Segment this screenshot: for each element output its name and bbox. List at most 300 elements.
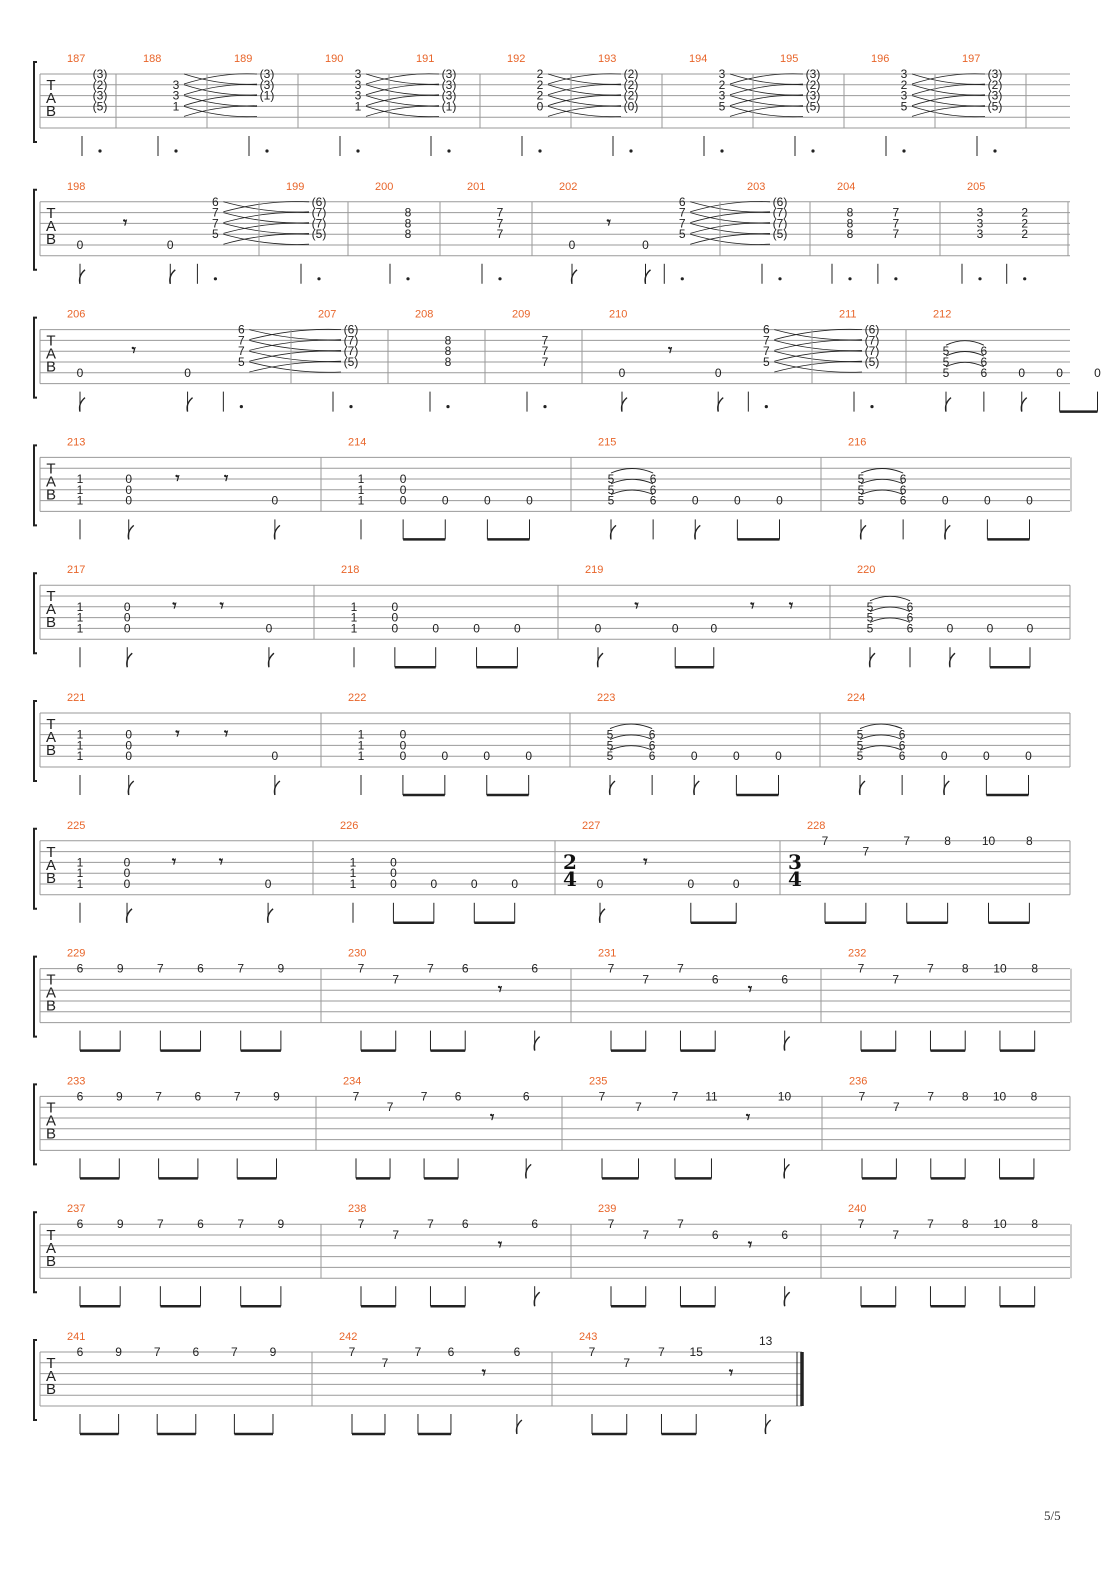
fret-number: 0 (1025, 749, 1032, 764)
fret-number: 0 (473, 621, 480, 636)
tab-clef-letter: T (46, 332, 56, 350)
eighth-rest: 𝄾 (175, 468, 180, 488)
tab-clef-letter: T (46, 77, 56, 94)
measure-number: 215 (598, 436, 617, 449)
tab-clef-letter: B (45, 486, 57, 504)
fret-number: 0 (484, 493, 491, 508)
dotted-note-dot (538, 149, 541, 152)
measure-number: 230 (348, 947, 367, 960)
fret-number: 0 (1026, 621, 1034, 636)
fret-number: 5 (857, 472, 865, 486)
measure-number: 202 (559, 180, 578, 193)
fret-number: 1 (357, 738, 365, 753)
fret-number: (2) (623, 77, 639, 92)
fret-number: 6 (513, 1345, 521, 1359)
fret-number: 8 (1030, 1089, 1038, 1104)
eighth-rest: 𝄾 (123, 212, 128, 232)
fret-number: (2) (623, 67, 639, 81)
fret-number: 0 (732, 877, 740, 891)
fret-number: 2 (536, 67, 544, 81)
fret-number: (6) (343, 322, 359, 337)
measure-number: 243 (579, 1331, 598, 1343)
fret-number: 6 (649, 482, 657, 497)
fret-number: 6 (461, 1217, 469, 1232)
fret-number: 0 (776, 493, 783, 508)
fret-number: 6 (76, 1345, 84, 1359)
fret-number: 3 (976, 216, 984, 231)
dotted-note-dot (406, 277, 409, 280)
fret-number: (2) (987, 77, 1003, 92)
tab-clef-letter: A (45, 984, 57, 1002)
dotted-note-dot (993, 149, 996, 152)
dotted-note-dot (98, 149, 101, 152)
slur-arc (870, 596, 910, 601)
measure-number: 219 (585, 564, 604, 577)
dotted-note-dot (356, 149, 359, 152)
measure-number: 228 (807, 819, 826, 832)
dotted-note-dot (1023, 277, 1026, 280)
eighth-rest: 𝄾 (747, 1235, 753, 1255)
measure-number: 222 (348, 692, 367, 704)
tab-clef-letter: A (45, 345, 57, 363)
fret-number: 0 (399, 493, 407, 508)
tab-clef-letter: B (45, 230, 57, 248)
fret-number: 1 (76, 749, 84, 764)
fret-number: 6 (648, 738, 656, 753)
eighth-rest: 𝄾 (667, 340, 673, 360)
tab-clef-letter: B (45, 614, 57, 632)
fret-number: 7 (893, 1100, 900, 1115)
fret-number: 7 (348, 1345, 356, 1359)
fret-number: 9 (277, 1217, 285, 1232)
fret-number: 1 (76, 866, 84, 881)
fret-number: (7) (311, 205, 327, 220)
fret-number: 7 (857, 961, 865, 976)
measure-number: 220 (857, 564, 876, 577)
tab-clef-letter: A (45, 90, 57, 107)
measure-number: 196 (871, 53, 890, 65)
fret-number: 7 (858, 1089, 866, 1104)
fret-number: 5 (678, 227, 686, 242)
fret-number: 7 (677, 1217, 684, 1232)
fret-number: 7 (927, 961, 934, 976)
fret-number: 1 (357, 472, 365, 486)
tab-clef-letter: A (45, 1112, 57, 1130)
fret-number: 0 (710, 621, 718, 636)
fret-number: 8 (444, 333, 452, 348)
fret-number: 7 (678, 205, 686, 220)
fret-number: 6 (898, 727, 906, 742)
fret-number: 0 (125, 727, 133, 742)
fret-number: 6 (192, 1345, 200, 1359)
fret-number: 0 (399, 482, 407, 497)
measure-number: 201 (467, 180, 486, 193)
fret-number: 6 (649, 493, 657, 508)
measure-number: 198 (67, 180, 86, 193)
system-bracket (34, 318, 37, 398)
fret-number: (7) (864, 333, 880, 348)
fret-number: 7 (496, 205, 504, 220)
tab-clef-letter: B (45, 103, 57, 120)
fret-number: 8 (961, 1089, 969, 1104)
eighth-rest: 𝄾 (224, 724, 229, 743)
fret-number: 7 (414, 1345, 422, 1359)
fret-number: 0 (986, 621, 994, 636)
fret-number: 7 (658, 1345, 665, 1359)
fret-number: 8 (404, 227, 412, 242)
fret-number: 5 (856, 749, 864, 764)
slur-arc (946, 362, 984, 367)
system-bracket (34, 573, 37, 653)
fret-number: 8 (1031, 961, 1039, 976)
fret-number: 0 (399, 749, 407, 764)
measure-number: 205 (967, 180, 986, 193)
fret-number: 1 (357, 482, 365, 497)
fret-number: (7) (864, 344, 880, 359)
fret-number: (1) (259, 88, 275, 103)
fret-number: 1 (349, 866, 357, 881)
tab-clef-letter: B (45, 1381, 57, 1398)
slur-arc (870, 607, 910, 612)
measure-number: 217 (67, 564, 86, 577)
fret-number: 0 (399, 727, 407, 742)
fret-number: 8 (1026, 833, 1033, 848)
fret-number: 0 (264, 877, 272, 891)
fret-number: 7 (237, 961, 245, 976)
fret-number: 6 (76, 961, 84, 976)
fret-number: 0 (514, 621, 521, 636)
fret-number: 7 (892, 205, 900, 220)
measure-number: 235 (589, 1075, 608, 1088)
fret-number: (5) (311, 227, 327, 242)
fret-number: 5 (856, 727, 864, 742)
fret-number: 5 (857, 482, 865, 497)
fret-number: 8 (404, 216, 412, 231)
fret-number: 7 (607, 1217, 615, 1232)
eighth-rest: 𝄾 (745, 1107, 751, 1127)
measure-number: 212 (933, 308, 952, 321)
tab-clef-letter: T (46, 1227, 56, 1245)
fret-number: 7 (588, 1345, 596, 1359)
slur-arc (946, 352, 984, 357)
fret-number: 10 (993, 961, 1007, 976)
fret-number: 7 (496, 216, 504, 231)
fret-number: 7 (392, 1228, 400, 1242)
fret-number: 9 (115, 1089, 123, 1104)
fret-number: 0 (775, 749, 782, 764)
fret-number: (2) (92, 77, 108, 92)
dotted-note-dot (240, 405, 243, 408)
fret-number: 5 (942, 355, 950, 369)
fret-number: 1 (76, 610, 84, 625)
fret-number: 0 (271, 493, 279, 508)
slur-arc (611, 469, 653, 474)
fret-number: 5 (866, 599, 874, 614)
fret-number: 7 (892, 216, 900, 231)
fret-number: 6 (461, 961, 469, 976)
dotted-note-dot (629, 149, 632, 152)
fret-number: 7 (762, 344, 770, 359)
fret-number: (5) (864, 355, 880, 369)
fret-number: (7) (343, 333, 359, 348)
fret-number: 1 (354, 99, 362, 114)
fret-number: 7 (892, 1228, 900, 1242)
fret-number: 0 (271, 749, 279, 764)
measure-number: 210 (609, 308, 628, 321)
fret-number: 7 (157, 961, 164, 976)
fret-number: 0 (391, 610, 399, 625)
measure-number: 199 (286, 180, 305, 193)
slur-arc (860, 724, 902, 729)
tab-clef-letter: B (45, 742, 57, 759)
tab-clef-letter: A (45, 217, 57, 235)
fret-number: 7 (231, 1345, 238, 1359)
fret-number: 9 (116, 961, 124, 976)
eighth-rest: 𝄾 (490, 1107, 495, 1127)
fret-number: 1 (350, 621, 358, 636)
fret-number: 2 (1021, 227, 1029, 242)
fret-number: 0 (441, 749, 449, 764)
fret-number: 0 (1026, 493, 1033, 508)
fret-number: 1 (76, 599, 84, 614)
fret-number: 0 (125, 493, 133, 508)
time-signature-bottom: 4 (788, 866, 802, 891)
fret-number: 5 (212, 227, 219, 242)
fret-number: 11 (705, 1089, 718, 1104)
measure-number: 239 (598, 1203, 617, 1216)
fret-number: 0 (687, 877, 695, 891)
measure-number: 208 (415, 308, 434, 321)
dotted-note-dot (848, 277, 851, 280)
measure-number: 242 (339, 1331, 358, 1343)
fret-number: 3 (354, 88, 362, 103)
fret-number: 1 (349, 855, 357, 870)
slur-arc (611, 479, 653, 484)
fret-number: 1 (76, 621, 84, 636)
fret-number: 7 (155, 1089, 162, 1104)
measure-number: 214 (348, 436, 367, 449)
fret-number: 3 (718, 67, 726, 81)
measure-number: 194 (689, 53, 708, 65)
fret-number: (7) (311, 216, 327, 231)
measure-number: 237 (67, 1203, 86, 1216)
fret-number: 0 (390, 855, 397, 870)
fret-number: 6 (781, 1228, 789, 1242)
fret-number: 0 (536, 99, 544, 114)
fret-number: 1 (350, 610, 358, 625)
measure-number: 191 (416, 53, 435, 65)
eighth-rest: 𝄾 (171, 851, 177, 871)
measure-number: 226 (340, 819, 359, 832)
fret-number: 7 (671, 1089, 679, 1104)
tab-clef-letter: A (45, 1368, 57, 1385)
slur-arc (611, 490, 653, 495)
measure-number: 213 (67, 436, 86, 449)
dotted-note-dot (894, 277, 897, 280)
fret-number: 3 (900, 67, 908, 81)
eighth-rest: 𝄾 (750, 596, 755, 616)
fret-number: 7 (892, 972, 900, 987)
fret-number: (2) (805, 77, 821, 92)
tab-clef-letter: B (45, 358, 57, 376)
fret-number: 1 (76, 738, 84, 753)
measure-number: 193 (598, 53, 617, 65)
fret-number: 7 (238, 333, 245, 348)
fret-number: 6 (898, 749, 906, 764)
fret-number: 8 (846, 216, 854, 231)
fret-number: 6 (531, 1217, 539, 1232)
fret-number: 0 (1018, 365, 1026, 380)
fret-number: 6 (899, 472, 907, 486)
fret-number: 8 (846, 205, 854, 220)
time-signature-bottom: 4 (563, 866, 577, 891)
fret-number: 0 (399, 472, 407, 486)
dotted-note-dot (498, 277, 501, 280)
fret-number: 7 (642, 1228, 650, 1242)
system-bracket (34, 1084, 37, 1164)
system-bracket (34, 62, 37, 142)
fret-number: 9 (277, 961, 285, 976)
fret-number: 5 (718, 99, 726, 114)
fret-number: (6) (772, 194, 788, 209)
fret-number: 0 (441, 493, 449, 508)
dotted-note-dot (811, 149, 814, 152)
fret-number: 7 (427, 1217, 434, 1232)
dotted-note-dot (317, 277, 320, 280)
fret-number: 9 (115, 1345, 122, 1359)
fret-number: 7 (903, 833, 911, 848)
fret-number: 7 (607, 961, 615, 976)
eighth-rest: 𝄾 (218, 851, 224, 871)
fret-number: 6 (899, 493, 907, 508)
fret-number: 0 (526, 493, 533, 508)
fret-number: 5 (606, 738, 614, 753)
fret-number: 6 (238, 322, 245, 337)
fret-number: 7 (541, 355, 549, 369)
eighth-rest: 𝄾 (747, 979, 753, 999)
eighth-rest: 𝄾 (131, 340, 136, 360)
measure-number: 203 (747, 180, 766, 193)
fret-number: (7) (343, 344, 359, 359)
fret-number: 6 (711, 972, 719, 987)
fret-number: 0 (1056, 365, 1063, 380)
fret-number: 5 (606, 727, 614, 742)
fret-number: 6 (648, 749, 656, 764)
tab-clef-letter: T (46, 716, 56, 733)
fret-number: 0 (470, 877, 478, 891)
fret-number: 7 (392, 972, 400, 987)
fret-number: 0 (125, 472, 133, 486)
fret-number: 0 (125, 482, 133, 497)
fret-number: 5 (607, 493, 615, 508)
fret-number: (3) (259, 67, 275, 81)
eighth-rest: 𝄾 (497, 1235, 503, 1255)
fret-number: 3 (718, 88, 726, 103)
fret-number: 9 (116, 1217, 124, 1232)
fret-number: 8 (846, 227, 854, 242)
fret-number: 0 (125, 749, 133, 764)
fret-number: 1 (76, 493, 84, 508)
slur-arc (861, 469, 903, 474)
fret-number: 7 (642, 972, 650, 987)
fret-number: (3) (92, 88, 108, 103)
fret-number: 6 (980, 344, 988, 359)
system-bracket (34, 190, 37, 270)
tab-clef-letter: B (45, 1125, 57, 1143)
eighth-rest: 𝄾 (481, 1363, 487, 1382)
fret-number: 7 (233, 1089, 241, 1104)
system-bracket (34, 829, 37, 909)
slur-arc (610, 735, 652, 740)
fret-number: 0 (391, 599, 399, 614)
fret-number: 0 (568, 238, 576, 252)
fret-number: 0 (714, 365, 722, 380)
fret-number: (0) (623, 99, 639, 114)
measure-number: 221 (67, 692, 86, 704)
system-bracket (34, 1212, 37, 1292)
fret-number: 6 (781, 972, 789, 987)
fret-number: 5 (762, 355, 770, 369)
time-signature-top: 2 (563, 849, 577, 874)
fret-number: 7 (623, 1355, 631, 1370)
fret-number: 8 (1031, 1217, 1039, 1232)
fret-number: 0 (525, 749, 533, 764)
measure-number: 197 (962, 53, 981, 65)
dotted-note-dot (265, 149, 268, 152)
measure-number: 216 (848, 436, 867, 449)
fret-number: 7 (496, 227, 504, 242)
slur-arc (860, 735, 902, 740)
fret-number: 8 (404, 205, 412, 220)
fret-number: 0 (671, 621, 679, 636)
fret-number: 7 (237, 1217, 245, 1232)
fret-number: 0 (76, 238, 84, 252)
fret-number: (6) (311, 194, 327, 209)
measure-number: 200 (375, 180, 394, 193)
fret-number: (5) (772, 227, 788, 242)
fret-number: 0 (594, 621, 602, 636)
fret-number: 0 (399, 738, 407, 753)
fret-number: (6) (864, 322, 880, 337)
measure-number: 234 (343, 1075, 362, 1088)
fret-number: (3) (805, 88, 821, 103)
tab-clef-letter: A (45, 601, 57, 619)
fret-number: 9 (269, 1345, 277, 1359)
tab-clef-letter: T (46, 460, 56, 478)
fret-number: 7 (635, 1100, 642, 1115)
eighth-rest: 𝄾 (497, 979, 503, 999)
measure-number: 189 (234, 53, 253, 65)
fret-number: 0 (941, 493, 949, 508)
dotted-note-dot (681, 277, 684, 280)
measure-number: 236 (849, 1075, 868, 1088)
fret-number: 0 (940, 749, 948, 764)
fret-number: 5 (942, 365, 950, 380)
measure-number: 240 (848, 1203, 867, 1216)
fret-number: 0 (76, 365, 84, 380)
tab-clef-letter: T (46, 204, 56, 222)
fret-number: 2 (536, 88, 544, 103)
fret-number: 15 (689, 1345, 703, 1359)
fret-number: 7 (212, 205, 219, 220)
fret-number: 1 (357, 749, 365, 764)
fret-number: 3 (976, 227, 984, 242)
measure-number: 229 (67, 947, 86, 960)
fret-number: 0 (123, 621, 131, 636)
fret-number: 1 (76, 727, 84, 742)
fret-number: 0 (642, 238, 649, 252)
slur-arc (610, 724, 652, 729)
